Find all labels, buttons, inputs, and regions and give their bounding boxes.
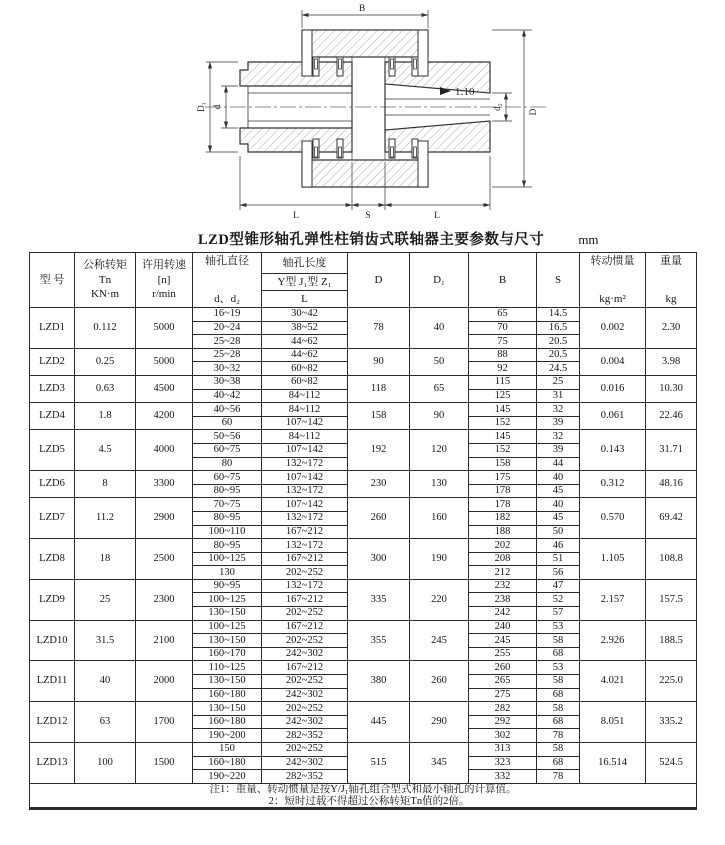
torque-cell: 25: [75, 579, 136, 620]
bore-diameter-cell: 60~75: [193, 443, 262, 457]
D-cell: 158: [348, 403, 410, 430]
S-cell: 57: [537, 607, 580, 621]
S-cell: 40: [537, 471, 580, 485]
S-cell: 68: [537, 756, 580, 770]
D-cell: 192: [348, 430, 410, 471]
model-cell: LZD13: [30, 743, 75, 784]
model-cell: LZD1: [30, 308, 75, 349]
bore-diameter-cell: 100~125: [193, 593, 262, 607]
B-cell: 152: [469, 416, 537, 430]
bore-diameter-cell: 70~75: [193, 498, 262, 512]
bore-length-cell: 167~212: [262, 620, 348, 634]
bore-diameter-cell: 160~170: [193, 647, 262, 661]
dim-D-label: D: [529, 108, 539, 116]
torque-cell: 1.8: [75, 403, 136, 430]
D-cell: 118: [348, 375, 410, 402]
dim-B-label: B: [358, 4, 366, 14]
table-row: [30, 579, 697, 593]
bore-length-cell: 202~252: [262, 702, 348, 716]
B-cell: 178: [469, 498, 537, 512]
D1-cell: 345: [410, 743, 469, 784]
bore-diameter-cell: 40~42: [193, 389, 262, 403]
D-cell: 355: [348, 620, 410, 661]
bore-length-cell: 242~302: [262, 756, 348, 770]
bore-length-cell: 84~112: [262, 403, 348, 417]
bore-length-cell: 167~212: [262, 593, 348, 607]
B-cell: 70: [469, 321, 537, 335]
S-cell: 47: [537, 579, 580, 593]
S-cell: 20.5: [537, 335, 580, 349]
torque-cell: 4.5: [75, 430, 136, 471]
B-cell: 88: [469, 348, 537, 362]
speed-cell: 2300: [136, 579, 193, 620]
S-cell: 50: [537, 525, 580, 539]
table-header: [30, 253, 697, 308]
col-header-weight: [646, 253, 697, 308]
torque-header-line: 公称转矩: [83, 258, 127, 271]
weight-cell: 48.16: [646, 471, 697, 498]
S-cell: 25: [537, 375, 580, 389]
S-cell: 58: [537, 675, 580, 689]
B-cell: 212: [469, 566, 537, 580]
model-cell: LZD12: [30, 702, 75, 743]
inertia-cell: 0.312: [580, 471, 646, 498]
S-cell: 78: [537, 770, 580, 784]
D1-cell: 40: [410, 308, 469, 349]
bore-diameter-cell: 30~38: [193, 375, 262, 389]
model-cell: LZD8: [30, 539, 75, 580]
bore-diameter-cell: 100~125: [193, 620, 262, 634]
B-cell: 240: [469, 620, 537, 634]
dim-d-label: d: [212, 104, 222, 110]
table-row: [30, 743, 697, 757]
S-cell: 46: [537, 539, 580, 553]
S-cell: 44: [537, 457, 580, 471]
col-header-S: S: [537, 253, 580, 308]
bore-length-cell: 132~172: [262, 511, 348, 525]
torque-header-line: KN·m: [90, 288, 120, 301]
bore-length-cell: 202~252: [262, 675, 348, 689]
B-cell: 313: [469, 743, 537, 757]
inertia-cell: 4.021: [580, 661, 646, 702]
bore-length-cell: 44~62: [262, 348, 348, 362]
bore-diameter-header-line: d、d₂: [214, 292, 240, 305]
D-cell: 445: [348, 702, 410, 743]
col-header-bore-length: 轴孔长度: [262, 253, 348, 274]
inertia-cell: 0.061: [580, 403, 646, 430]
weight-cell: 10.30: [646, 375, 697, 402]
D1-cell: 50: [410, 348, 469, 375]
bore-length-cell: 84~112: [262, 430, 348, 444]
page-title: LZD型锥形轴孔弹性柱销齿式联轴器主要参数与尺寸: [198, 232, 545, 248]
table-body: [30, 308, 697, 784]
bore-diameter-cell: 40~56: [193, 403, 262, 417]
weight-cell: 22.46: [646, 403, 697, 430]
B-cell: 65: [469, 308, 537, 322]
title-row: [0, 228, 725, 249]
sleeve: [302, 30, 428, 187]
D-cell: 230: [348, 471, 410, 498]
model-cell: LZD4: [30, 403, 75, 430]
S-cell: 20.5: [537, 348, 580, 362]
dim-L-left-label: L: [293, 211, 299, 221]
bore-length-cell: 107~142: [262, 471, 348, 485]
dim-S-label: S: [365, 211, 371, 221]
B-cell: 178: [469, 484, 537, 498]
D1-cell: 245: [410, 620, 469, 661]
weight-header-line: kg: [665, 292, 677, 305]
bore-length-cell: 107~142: [262, 416, 348, 430]
bore-length-cell: 167~212: [262, 525, 348, 539]
table-row: [30, 539, 697, 553]
model-cell: LZD10: [30, 620, 75, 661]
S-cell: 68: [537, 647, 580, 661]
weight-cell: 108.8: [646, 539, 697, 580]
inertia-header-line: kg·m²: [599, 292, 626, 305]
torque-header-line: Tn: [98, 273, 112, 286]
speed-cell: 5000: [136, 348, 193, 375]
S-cell: 39: [537, 416, 580, 430]
D1-cell: 290: [410, 702, 469, 743]
speed-cell: 2500: [136, 539, 193, 580]
B-cell: 255: [469, 647, 537, 661]
S-cell: 32: [537, 430, 580, 444]
B-cell: 292: [469, 715, 537, 729]
weight-cell: 225.0: [646, 661, 697, 702]
dimension-B: [302, 4, 428, 28]
torque-cell: 11.2: [75, 498, 136, 539]
S-cell: 31: [537, 389, 580, 403]
bore-length-cell: 38~52: [262, 321, 348, 335]
D-cell: 335: [348, 579, 410, 620]
bore-length-cell: 202~252: [262, 607, 348, 621]
bore-length-cell: 132~172: [262, 579, 348, 593]
bore-diameter-cell: 130~150: [193, 702, 262, 716]
torque-cell: 18: [75, 539, 136, 580]
S-cell: 45: [537, 484, 580, 498]
speed-cell: 2000: [136, 661, 193, 702]
B-cell: 92: [469, 362, 537, 376]
speed-header-line: 许用转速: [142, 258, 186, 271]
torque-cell: 0.63: [75, 375, 136, 402]
model-cell: LZD9: [30, 579, 75, 620]
table-footer: [30, 783, 697, 809]
col-header-speed: [136, 253, 193, 308]
model-cell: LZD2: [30, 348, 75, 375]
taper-label: 1:10: [455, 86, 475, 98]
S-cell: 58: [537, 634, 580, 648]
col-header-bore-diameter: [193, 253, 262, 308]
inertia-cell: 16.514: [580, 743, 646, 784]
B-cell: 202: [469, 539, 537, 553]
S-cell: 40: [537, 498, 580, 512]
bore-length-cell: 242~302: [262, 647, 348, 661]
torque-cell: 63: [75, 702, 136, 743]
inertia-cell: 0.016: [580, 375, 646, 402]
speed-header-line: r/min: [152, 288, 176, 301]
table-row: [30, 308, 697, 322]
col-header-bore-length-symbol: L: [262, 291, 348, 308]
table-row: [30, 430, 697, 444]
B-cell: 208: [469, 552, 537, 566]
S-cell: 16.5: [537, 321, 580, 335]
weight-cell: 188.5: [646, 620, 697, 661]
torque-cell: 8: [75, 471, 136, 498]
torque-cell: 0.112: [75, 308, 136, 349]
D1-cell: 260: [410, 661, 469, 702]
speed-cell: 4000: [136, 430, 193, 471]
torque-cell: 40: [75, 661, 136, 702]
B-cell: 242: [469, 607, 537, 621]
weight-cell: 2.30: [646, 308, 697, 349]
B-cell: 275: [469, 688, 537, 702]
bore-diameter-cell: 90~95: [193, 579, 262, 593]
weight-cell: 69.42: [646, 498, 697, 539]
speed-cell: 4200: [136, 403, 193, 430]
col-header-inertia: [580, 253, 646, 308]
bore-diameter-cell: 100~110: [193, 525, 262, 539]
B-cell: 265: [469, 675, 537, 689]
D-cell: 260: [348, 498, 410, 539]
speed-cell: 1500: [136, 743, 193, 784]
B-cell: 152: [469, 443, 537, 457]
speed-cell: 1700: [136, 702, 193, 743]
S-cell: 53: [537, 661, 580, 675]
bore-length-cell: 60~82: [262, 375, 348, 389]
weight-cell: 31.71: [646, 430, 697, 471]
bore-diameter-cell: 50~56: [193, 430, 262, 444]
B-cell: 260: [469, 661, 537, 675]
bore-diameter-cell: 190~220: [193, 770, 262, 784]
bore-diameter-cell: 80~95: [193, 484, 262, 498]
speed-cell: 2900: [136, 498, 193, 539]
bore-diameter-cell: 60: [193, 416, 262, 430]
D1-cell: 65: [410, 375, 469, 402]
bore-diameter-cell: 160~180: [193, 688, 262, 702]
bore-diameter-cell: 60~75: [193, 471, 262, 485]
bore-length-cell: 202~252: [262, 566, 348, 580]
bore-length-cell: 202~252: [262, 743, 348, 757]
model-cell: LZD5: [30, 430, 75, 471]
speed-cell: 4500: [136, 375, 193, 402]
B-cell: 282: [469, 702, 537, 716]
D-cell: 380: [348, 661, 410, 702]
note-2: 2：短时过载不得超过公称转矩Tn值的2倍。: [268, 795, 470, 807]
bore-diameter-cell: 160~180: [193, 756, 262, 770]
torque-cell: 31.5: [75, 620, 136, 661]
col-header-D: D: [348, 253, 410, 308]
col-header-D1: D₁: [410, 253, 469, 308]
bore-length-cell: 282~352: [262, 729, 348, 743]
inertia-header-line: 转动惯量: [590, 255, 635, 267]
note-1: 注1：重量、转动惯量是按Y/J₁轴孔组合型式和最小轴孔的计算值。: [209, 783, 517, 795]
B-cell: 332: [469, 770, 537, 784]
inertia-cell: 0.002: [580, 308, 646, 349]
speed-cell: 2100: [136, 620, 193, 661]
B-cell: 182: [469, 511, 537, 525]
table-row: [30, 348, 697, 362]
inertia-cell: 1.105: [580, 539, 646, 580]
col-header-model: 型 号: [30, 253, 75, 308]
bore-diameter-cell: 110~125: [193, 661, 262, 675]
S-cell: 24.5: [537, 362, 580, 376]
model-cell: LZD7: [30, 498, 75, 539]
table-row: [30, 661, 697, 675]
parameters-table: [29, 252, 697, 810]
weight-cell: 524.5: [646, 743, 697, 784]
S-cell: 53: [537, 620, 580, 634]
S-cell: 39: [537, 443, 580, 457]
bore-diameter-cell: 130~150: [193, 675, 262, 689]
S-cell: 45: [537, 511, 580, 525]
B-cell: 75: [469, 335, 537, 349]
inertia-cell: 0.570: [580, 498, 646, 539]
weight-cell: 3.98: [646, 348, 697, 375]
bore-diameter-cell: 160~180: [193, 715, 262, 729]
bore-length-cell: 30~42: [262, 308, 348, 322]
B-cell: 323: [469, 756, 537, 770]
weight-cell: 335.2: [646, 702, 697, 743]
B-cell: 232: [469, 579, 537, 593]
bore-length-cell: 132~172: [262, 457, 348, 471]
bore-diameter-cell: 80: [193, 457, 262, 471]
bore-length-cell: 167~212: [262, 661, 348, 675]
D-cell: 90: [348, 348, 410, 375]
inertia-cell: 2.926: [580, 620, 646, 661]
B-cell: 245: [469, 634, 537, 648]
bore-diameter-cell: 130~150: [193, 634, 262, 648]
bore-length-cell: 44~62: [262, 335, 348, 349]
bore-length-cell: 242~302: [262, 688, 348, 702]
table-row: [30, 702, 697, 716]
B-cell: 175: [469, 471, 537, 485]
D1-cell: 90: [410, 403, 469, 430]
bore-diameter-cell: 80~95: [193, 511, 262, 525]
bore-diameter-cell: 30~32: [193, 362, 262, 376]
notes-cell: [30, 783, 697, 809]
S-cell: 14.5: [537, 308, 580, 322]
bore-diameter-cell: 16~19: [193, 308, 262, 322]
bore-diameter-header-line: 轴孔直径: [205, 255, 249, 267]
bore-length-cell: 242~302: [262, 715, 348, 729]
D-cell: 78: [348, 308, 410, 349]
D1-cell: 220: [410, 579, 469, 620]
model-cell: LZD11: [30, 661, 75, 702]
dim-d2-label: d₂: [492, 103, 502, 111]
S-cell: 56: [537, 566, 580, 580]
table-row: [30, 471, 697, 485]
col-header-bore-length-types: Y型 J₁型 Z₁: [262, 274, 348, 291]
speed-cell: 3300: [136, 471, 193, 498]
speed-header-line: [n]: [157, 273, 171, 286]
model-cell: LZD3: [30, 375, 75, 402]
bore-length-cell: 202~252: [262, 634, 348, 648]
table-row: [30, 620, 697, 634]
bore-diameter-cell: 130~150: [193, 607, 262, 621]
S-cell: 68: [537, 715, 580, 729]
bore-length-cell: 84~112: [262, 389, 348, 403]
bore-length-cell: 107~142: [262, 498, 348, 512]
B-cell: 125: [469, 389, 537, 403]
col-header-torque: [75, 253, 136, 308]
B-cell: 302: [469, 729, 537, 743]
bore-diameter-cell: 100~125: [193, 552, 262, 566]
table-row: [30, 403, 697, 417]
S-cell: 52: [537, 593, 580, 607]
unit-label: mm: [578, 232, 599, 247]
D1-cell: 120: [410, 430, 469, 471]
inertia-cell: 8.051: [580, 702, 646, 743]
S-cell: 51: [537, 552, 580, 566]
torque-cell: 0.25: [75, 348, 136, 375]
bore-length-cell: 282~352: [262, 770, 348, 784]
bore-length-cell: 132~172: [262, 539, 348, 553]
S-cell: 58: [537, 743, 580, 757]
S-cell: 58: [537, 702, 580, 716]
B-cell: 145: [469, 430, 537, 444]
weight-header-line: 重量: [660, 255, 682, 267]
S-cell: 78: [537, 729, 580, 743]
bore-diameter-cell: 190~200: [193, 729, 262, 743]
D-cell: 515: [348, 743, 410, 784]
bore-diameter-cell: 80~95: [193, 539, 262, 553]
B-cell: 238: [469, 593, 537, 607]
col-header-B: B: [469, 253, 537, 308]
B-cell: 158: [469, 457, 537, 471]
D1-cell: 190: [410, 539, 469, 580]
D1-cell: 160: [410, 498, 469, 539]
S-cell: 68: [537, 688, 580, 702]
bore-length-cell: 60~82: [262, 362, 348, 376]
bore-length-cell: 107~142: [262, 443, 348, 457]
D1-cell: 130: [410, 471, 469, 498]
dim-L-right-label: L: [434, 211, 440, 221]
D-cell: 300: [348, 539, 410, 580]
bore-diameter-cell: 20~24: [193, 321, 262, 335]
bore-length-cell: 132~172: [262, 484, 348, 498]
S-cell: 32: [537, 403, 580, 417]
B-cell: 145: [469, 403, 537, 417]
inertia-cell: 0.143: [580, 430, 646, 471]
bore-length-cell: 167~212: [262, 552, 348, 566]
coupling-section-drawing: [0, 0, 725, 224]
table-row: [30, 498, 697, 512]
torque-cell: 100: [75, 743, 136, 784]
bore-diameter-cell: 150: [193, 743, 262, 757]
weight-cell: 157.5: [646, 579, 697, 620]
bore-diameter-cell: 130: [193, 566, 262, 580]
B-cell: 188: [469, 525, 537, 539]
inertia-cell: 2.157: [580, 579, 646, 620]
bore-diameter-cell: 25~28: [193, 348, 262, 362]
speed-cell: 5000: [136, 308, 193, 349]
model-cell: LZD6: [30, 471, 75, 498]
table-row: [30, 375, 697, 389]
B-cell: 115: [469, 375, 537, 389]
dim-D1-label: D₁: [196, 102, 206, 112]
inertia-cell: 0.004: [580, 348, 646, 375]
bore-diameter-cell: 25~28: [193, 335, 262, 349]
